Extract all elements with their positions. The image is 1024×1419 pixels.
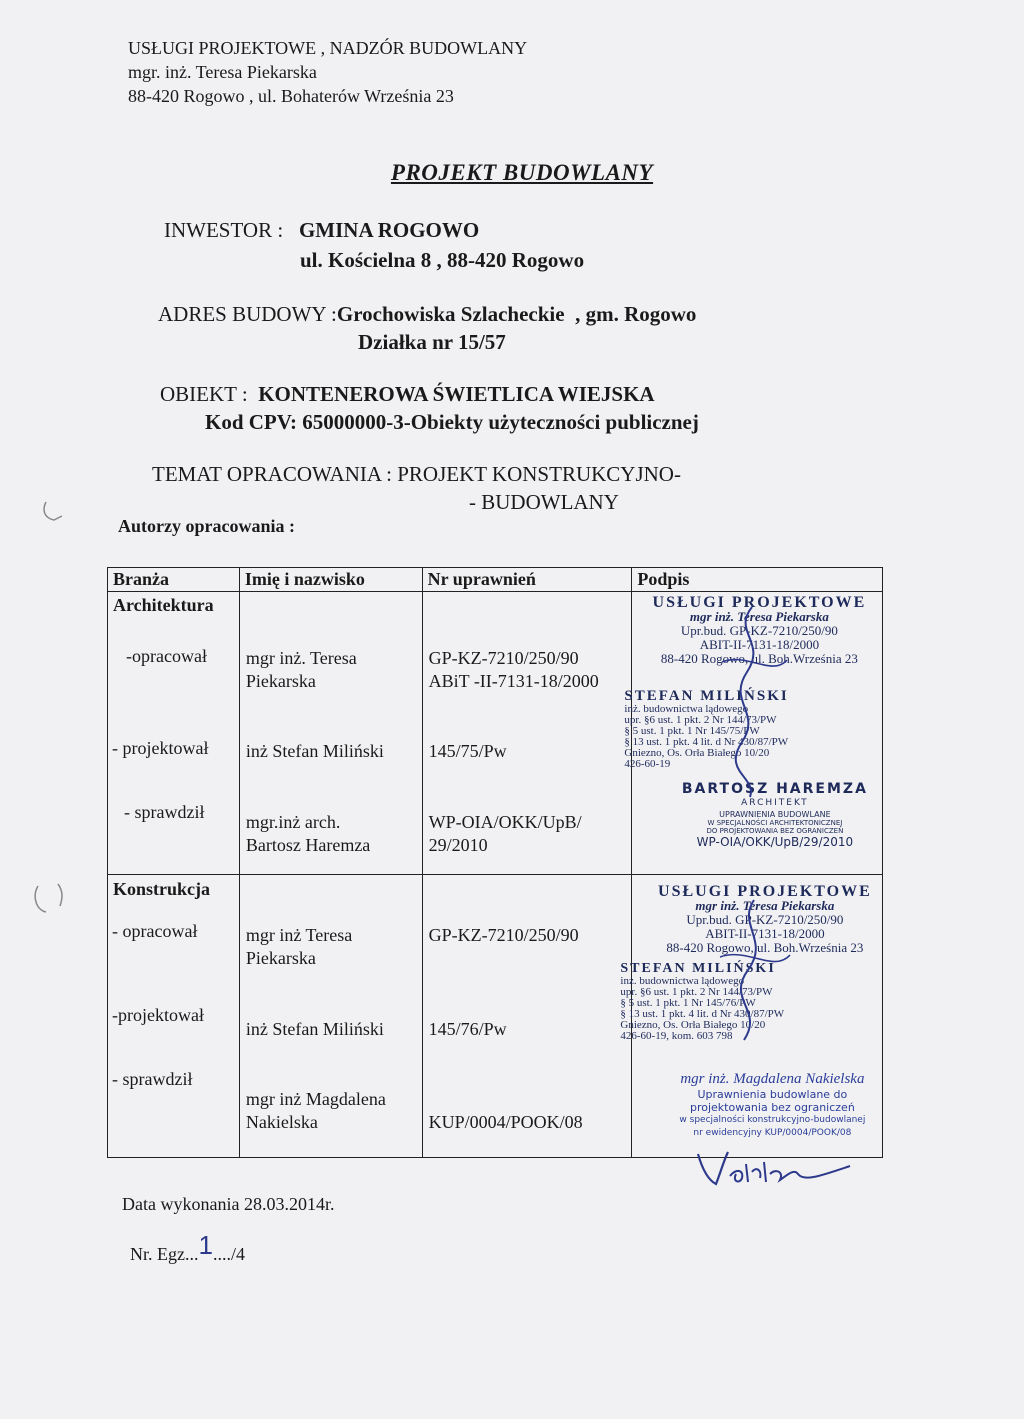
investor-label: INWESTOR : (164, 218, 284, 242)
col-header-signature: Podpis (632, 568, 883, 592)
table-row-architektura (108, 592, 883, 875)
investor-address: ul. Kościelna 8 , 88-420 Rogowo (300, 248, 585, 272)
person-name: Piekarska (245, 671, 316, 691)
office-name: USŁUGI PROJEKTOWE , NADZÓR BUDOWLANY (128, 38, 528, 58)
stamp-nakielska-konstrukcja: mgr inż. Magdalena Nakielska Uprawnienia budowlane do projektowania bez ograniczeń w specjalności konstrukcyjno-budowlanej nr ewidencyjny KUP/0004/POOK/08 (679, 1071, 866, 1138)
permit-number: 29/2010 (428, 835, 488, 855)
authors-table (107, 567, 883, 1158)
permit-number: ABiT -II-7131-18/2000 (428, 671, 599, 691)
branch-label: Konstrukcja (113, 879, 211, 899)
table-header-row (108, 568, 883, 592)
name-cell-konstrukcja (239, 875, 422, 1158)
permit-number: KUP/0004/POOK/08 (428, 1112, 583, 1132)
investor-name: GMINA ROGOWO (298, 218, 480, 242)
document-title: PROJEKT BUDOWLANY (390, 160, 654, 185)
name-cell-architektura (239, 592, 422, 875)
role-label: -opracował (126, 646, 207, 666)
person-name: mgr inż Teresa (245, 925, 353, 945)
col-header-name: Imię i nazwisko (239, 568, 422, 592)
stamp-office-konstrukcja: USŁUGI PROJEKTOWE mgr inż. Teresa Piekarska Upr.bud. GP-KZ-7210/250/90 ABIT-II-7131-18/2000 88-420 Rogowo, ul. Boh.Września 23 (658, 883, 872, 955)
site-line (158, 302, 696, 327)
object-line (160, 382, 655, 407)
topic-label: TEMAT OPRACOWANIA : (152, 462, 392, 486)
permit-cell-konstrukcja (422, 875, 632, 1158)
role-label: - sprawdził (124, 802, 205, 822)
person-name: mgr inż. Teresa (245, 648, 357, 668)
signature-cell-konstrukcja (620, 875, 883, 1158)
margin-mark-icon (30, 880, 66, 920)
object-label: OBIEKT : (160, 382, 248, 406)
office-owner: mgr. inż. Teresa Piekarska (128, 62, 317, 82)
site-label: ADRES BUDOWY : (158, 302, 337, 326)
person-name: Bartosz Haremza (245, 835, 371, 855)
object-cpv: Kod CPV: 65000000-3-Obiekty użyteczności publicznej (205, 410, 699, 434)
permit-number: GP-KZ-7210/250/90 (428, 648, 579, 668)
signature-nakielska-icon (690, 1146, 860, 1190)
stamp-office-architektura: USŁUGI PROJEKTOWE mgr inż. Teresa Piekarska Upr.bud. GP-KZ-7210/250/90 ABIT-II-7131-18/2000 88-420 Rogowo, ul. Boh.Września 23 (652, 594, 867, 666)
branch-label: Architektura (113, 595, 214, 615)
role-label: -projektował (112, 1005, 204, 1025)
person-name: inż Stefan Miliński (245, 1019, 384, 1039)
person-name: inż Stefan Miliński (245, 741, 384, 761)
permit-cell-architektura (422, 592, 632, 875)
site-value: Grochowiska Szlacheckie (336, 302, 565, 326)
topic-value-2: - BUDOWLANY (469, 490, 619, 514)
permit-number: 145/76/Pw (428, 1019, 507, 1039)
investor-line (164, 218, 479, 243)
execution-date: Data wykonania 28.03.2014r. (122, 1194, 335, 1214)
signature-scribble-icon (692, 895, 812, 1045)
role-label: - opracował (112, 921, 198, 941)
signature-scribble-icon (692, 602, 812, 802)
site-plot: Działka nr 15/57 (358, 330, 506, 354)
branch-cell-architektura (108, 592, 240, 875)
stamp-milinski-konstrukcja: STEFAN MILIŃSKI inż. budownictwa lądowego upr. §6 ust. 1 pkt. 2 Nr 144/73/PW § 5 ust. 1 pkt. 1 Nr 145/76/PW § 13 ust. 1 pkt. 4 lit. d Nr 430/87/PW Gniezno, Os. Orła Białego 10/20 426-60-19, kom. 603 798 (620, 961, 785, 1042)
topic-line (152, 462, 681, 487)
stamp-haremza-architektura: BARTOSZ HAREMZA ARCHITEKT UPRAWNIENIA BUDOWLANE W SPECJALNOŚCI ARCHITEKTONICZNEJ DO PROJEKTOWANIA BEZ OGRANICZEŃ WP-OIA/OKK/UpB/29/2010 (681, 781, 868, 849)
role-label: - projektował (112, 738, 209, 758)
copy-number-line: Nr. Egz...1..../4 (130, 1230, 245, 1264)
stamp-milinski-architektura: STEFAN MILIŃSKI inż. budownictwa lądowego upr. §6 ust. 1 pkt. 2 Nr 144/73/PW § 5 ust. 1 pkt. 1 Nr 145/75/PW § 13 ust. 1 pkt. 4 lit. d Nr 430/87/PW Gniezno, Os. Orła Białego 10/20 426-60-19 (624, 688, 789, 770)
object-value: KONTENEROWA ŚWIETLICA WIEJSKA (258, 382, 655, 406)
signature-cell-architektura (624, 592, 883, 875)
office-address: 88-420 Rogowo , ul. Bohaterów Września 23 (128, 86, 454, 106)
copy-number-handwritten: 1 (198, 1230, 213, 1260)
site-gmina: , gm. Rogowo (575, 302, 697, 326)
person-name: Piekarska (245, 948, 316, 968)
office-header (128, 36, 527, 108)
table-row-konstrukcja (108, 875, 883, 1158)
col-header-permit: Nr uprawnień (422, 568, 632, 592)
col-header-branch: Branża (108, 568, 240, 592)
margin-mark-icon (40, 500, 66, 526)
person-name: mgr inż Magdalena (245, 1089, 386, 1109)
role-label: - sprawdził (112, 1069, 193, 1089)
permit-number: 145/75/Pw (428, 741, 507, 761)
person-name: Nakielska (245, 1112, 318, 1132)
authors-label: Autorzy opracowania : (118, 516, 295, 536)
branch-cell-konstrukcja (108, 875, 240, 1158)
permit-number: GP-KZ-7210/250/90 (428, 925, 579, 945)
person-name: mgr.inż arch. (245, 812, 341, 832)
topic-value-1: PROJEKT KONSTRUKCYJNO- (397, 462, 681, 486)
permit-number: WP-OIA/OKK/UpB/ (428, 812, 582, 832)
